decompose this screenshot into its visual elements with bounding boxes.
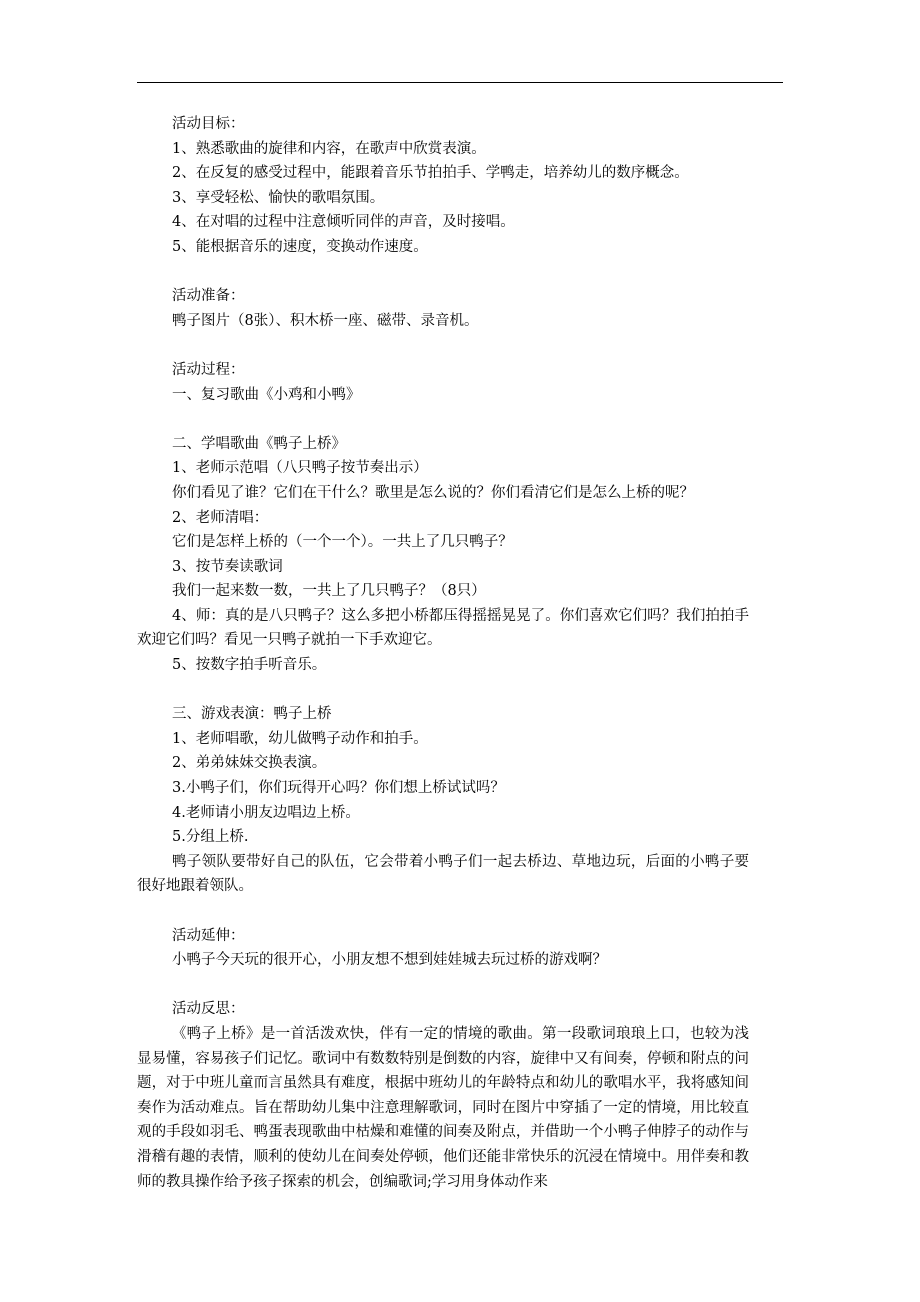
goal-item-3: 3、享受轻松、愉快的歌唱氛围。	[172, 189, 385, 206]
spacer	[172, 973, 784, 998]
part2-item-6: 我们一起来数一数，一共上了几只鸭子？（8只）	[172, 583, 486, 600]
reflection-paragraph: 《鸭子上桥》是一首活泼欢快，伴有一定的情境的歌曲。第一段歌词琅琅上口，也较为浅显易懂，容易孩子们记忆。歌词中有数数特别是倒数的内容，旋律中又有间奏，停顿和附点的问题，对于中班儿童而言虽然具有难度，根据中班幼儿的年龄特点和幼儿的歌唱水平，我将感知间奏作为活动难点。旨在帮助幼儿集中注意理解歌词，同时在图片中穿插了一定的情境，用比较直观的手段如羽毛、鸭蛋表现歌曲中枯燥和难懂的间奏及附点，并借助一个小鸭子伸脖子的动作与滑稽有趣的表情，顺利的使幼儿在间奏处停顿，他们还能非常快乐的沉浸在情境中。用伴奏和教师的教具操作给予孩子探索的机会，创编歌词;学习用身体动作来	[137, 1025, 749, 1190]
part2-item-7: 5、按数字拍手听音乐。	[172, 657, 327, 674]
process-part-3-title: 三、游戏表演：鸭子上桥	[172, 706, 332, 723]
part2-item-4: 它们是怎样上桥的（一个一个）。一共上了几只鸭子？	[172, 534, 513, 551]
part2-item-3: 2、老师清唱：	[172, 509, 269, 526]
part2-paragraph-4: 4、师：真的是八只鸭子？这么多把小桥都压得摇摇晃晃了。你们喜欢它们吗？我们拍拍手欢迎它们吗？看见一只鸭子就拍一下手欢迎它。	[137, 607, 749, 649]
spacer	[172, 407, 784, 432]
spacer	[172, 899, 784, 924]
part3-item-4: 4.老师请小朋友边唱边上桥。	[172, 804, 360, 821]
header-rule	[137, 82, 783, 83]
part3-paragraph: 鸭子领队要带好自己的队伍，它会带着小鸭子们一起去桥边、草地边玩，后面的小鸭子要很好地跟着领队。	[137, 853, 749, 895]
process-part-2-title: 二、学唱歌曲《鸭子上桥》	[172, 435, 346, 452]
part3-item-1: 1、老师唱歌，幼儿做鸭子动作和拍手。	[172, 730, 428, 747]
goal-item-2: 2、在反复的感受过程中，能跟着音乐节拍拍手、学鸭走，培养幼儿的数序概念。	[172, 165, 689, 182]
spacer	[172, 333, 784, 358]
part2-item-1: 1、老师示范唱（八只鸭子按节奏出示）	[172, 460, 428, 477]
process-part-1: 一、复习歌曲《小鸡和小鸭》	[172, 386, 361, 403]
extension-heading: 活动延伸：	[172, 927, 245, 944]
spacer	[172, 678, 784, 703]
part3-item-2: 2、弟弟妹妹交换表演。	[172, 755, 327, 772]
prep-item-1: 鸭子图片（8张）、积木桥一座、磁带、录音机。	[172, 312, 479, 329]
goal-item-1: 1、熟悉歌曲的旋律和内容，在歌声中欣赏表演。	[172, 140, 486, 157]
document-body	[137, 112, 784, 1194]
prep-heading: 活动准备：	[172, 288, 245, 305]
process-heading: 活动过程：	[172, 361, 245, 378]
goals-heading: 活动目标：	[172, 116, 245, 132]
part2-item-5: 3、按节奏读歌词	[172, 558, 283, 575]
reflection-heading: 活动反思：	[172, 1001, 245, 1018]
extension-text: 小鸭子今天玩的很开心，小朋友想不想到娃娃城去玩过桥的游戏啊？	[172, 952, 607, 969]
goal-item-4: 4、在对唱的过程中注意倾听同伴的声音，及时接唱。	[172, 214, 515, 231]
part3-item-3: 3.小鸭子们，你们玩得开心吗？你们想上桥试试吗？	[172, 780, 505, 797]
part2-item-2: 你们看见了谁？它们在干什么？歌里是怎么说的？你们看清它们是怎么上桥的呢？	[172, 484, 694, 501]
spacer	[172, 260, 784, 285]
goal-item-5: 5、能根据音乐的速度，变换动作速度。	[172, 238, 428, 255]
part3-item-5: 5.分组上桥.	[172, 829, 249, 846]
